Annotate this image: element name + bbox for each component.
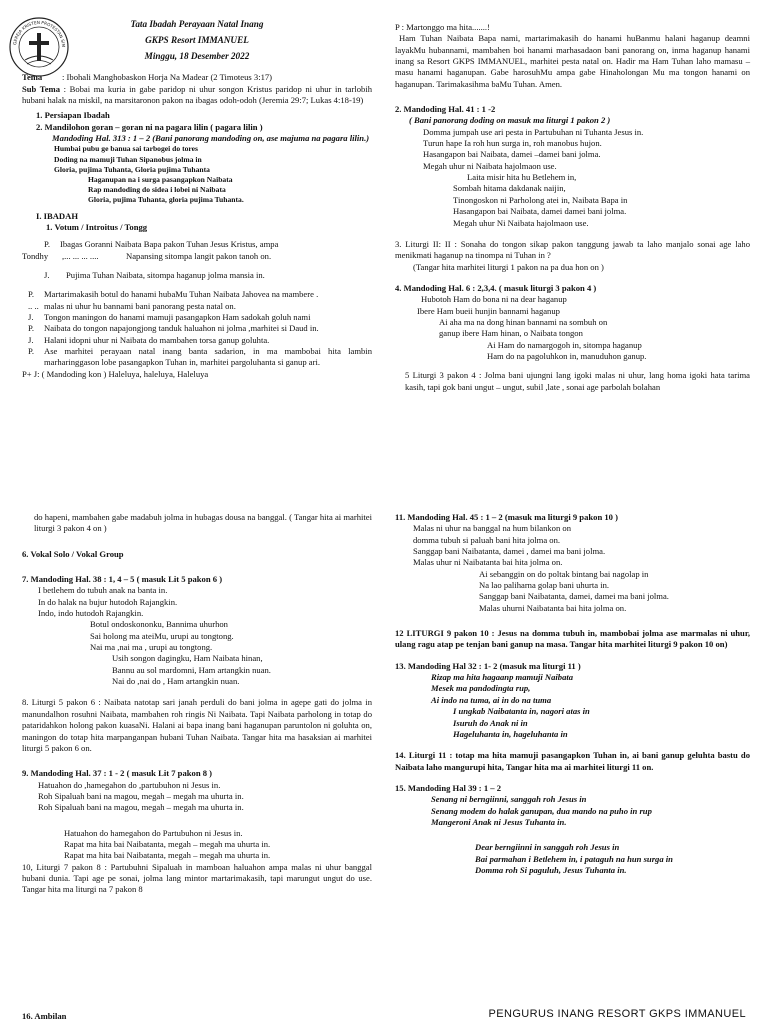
church-name: GKPS Resort IMMANUEL bbox=[145, 35, 249, 46]
liturgi-3: 5 Liturgi 3 pakon 4 : Jolma bani ujungni lang igoki malas ni uhur, lang homa igoki hata tarima kasih, tapi gok bani ungut – ungut, subil ,late , sonai age parbolah bolahan bbox=[405, 370, 750, 392]
lyric-line: I ungkab Naibatanta in, nagori atas in bbox=[453, 706, 590, 717]
prayer-call: P : Martonggo ma hita.......! bbox=[395, 22, 490, 32]
page-top-half bbox=[0, 0, 768, 490]
liturgy-text: Ibagas Goranni Naibata Bapa pakon Tuhan Jesus Kristus, ampa bbox=[60, 239, 279, 250]
speaker-label: Tondhy bbox=[22, 250, 49, 261]
page-bottom-half bbox=[0, 512, 768, 1024]
liturgi-11: 14. Liturgi 11 : totap ma hita mamuji pasangapkon Tuhan in, ai bani ganup geluhta bastu do Naibata laho mangurupi hita, Tangar hita ma ai marhitei liturgi 11 on. bbox=[395, 750, 750, 772]
lyric-line: Indo, indo hutodoh Rajangkin. bbox=[38, 608, 144, 619]
speaker-label: P. bbox=[44, 239, 50, 250]
liturgy-tondiy bbox=[22, 251, 372, 262]
lyrics-37b bbox=[22, 828, 372, 862]
subtema-label: Sub Tema bbox=[22, 83, 60, 94]
speaker-label: P. bbox=[28, 289, 34, 300]
lyric-line: Hatuahon do hamegahon do Partubuhon ni Jesus in. bbox=[64, 827, 243, 838]
ellipsis-text: ,... ... ... .... bbox=[62, 250, 99, 261]
lyrics-6 bbox=[395, 294, 750, 317]
top-right-column bbox=[395, 22, 750, 393]
lyric-line: Ai indo na tuma, ai in do na tuma bbox=[431, 694, 552, 705]
speaker-label: J. bbox=[28, 311, 34, 322]
lyrics-41b bbox=[395, 172, 750, 229]
lyric-line: Roh Sipaluah bani na magou, megah – megah ma uhurta in. bbox=[38, 802, 244, 813]
mandilohon-heading: 2. Mandilohon goran – goran ni na pagara lilin ( pagara lilin ) bbox=[36, 121, 263, 132]
lyric-line: Senang modem do halak ganupan, dua mando na puho in rup bbox=[431, 805, 652, 816]
lyric-line: Na lao paliharna golap bani uhurta in. bbox=[479, 580, 610, 591]
lyrics-6c bbox=[395, 340, 750, 363]
document-title: Tata Ibadah Perayaan Natal Inang bbox=[130, 19, 264, 29]
logo-text: GEREJA KRISTEN PROTESTAN SIM bbox=[12, 19, 67, 48]
lyrics-313 bbox=[22, 144, 372, 174]
lyrics-39b bbox=[395, 842, 750, 876]
lyric-line: Hubotoh Ham do bona ni na dear haganup bbox=[421, 294, 567, 305]
prayer-text: Ham Tuhan Naibata Bapa nami, martarimakasih do hanami huBanmu halani haganup deamni layakMu hubannami, mambahen boi hanami marhasadaon bani panorang on, inma haganup hanami inang sa Resort GKPS IMMANUEL, marhitei pesta natal on. Hadir ma Ham Tuhan laho mamasu – masu hanami haganupan. Gabe harosuhMu ampa gabe Hinaholongan Mu ma tongon hanami on haganupan. Tarimakasihma baMu Tuhan. Amen. bbox=[395, 33, 750, 89]
lyrics-45b bbox=[395, 569, 750, 614]
ibadah-heading: I. IBADAH bbox=[36, 210, 79, 221]
liturgy-text: malas ni uhur hu bannami bani panorang pesta natal on. bbox=[44, 300, 236, 311]
speaker-label: .. .. bbox=[28, 300, 39, 311]
lyric-line: Gloria, pujima Tuhanta, gloria pujima Tuhanta. bbox=[88, 194, 244, 204]
liturgy-text: Ase marhitei perayaan natal inang banta sadarion, in ma mambobai hita lambin marharinggason lobe pasangapkon Tuhan in, marhitei pargoluhanta si ganup ari. bbox=[44, 346, 372, 368]
subtema bbox=[22, 84, 372, 107]
lyric-line: Isuruh do Anak ni in bbox=[453, 717, 528, 728]
lyric-line: Sombah hitama dakdanak naijin, bbox=[453, 183, 566, 194]
lyrics-38c bbox=[22, 653, 372, 687]
bottom-right-column bbox=[395, 512, 750, 876]
lyric-line: Ham do na pagoluhkon in, manuduhon ganup. bbox=[487, 350, 647, 361]
lyric-line: Malas uhur ni Naibatanta bai hita jolma on. bbox=[413, 557, 563, 568]
liturgy-text: Martarimakasih botul do hanami hubaMu Tuhan Naibata Jahovea na mambere . bbox=[44, 289, 319, 300]
lyric-line: Sai holong ma ateiMu, urupi au tongtong. bbox=[90, 630, 234, 641]
liturgy-text: Halani idopni uhur ni Naibata do mambahen torsa ganup goluhta. bbox=[44, 334, 270, 345]
lyric-line: ganup ibere Ham hinan, o Naibata tongon bbox=[439, 328, 583, 339]
lyric-line: Nai do ,nai do , Ham artangkin nuan. bbox=[112, 676, 240, 687]
mandoding-39-heading: 15. Mandoding Hal 39 : 1 – 2 bbox=[395, 782, 502, 793]
mandoding-37-heading: 9. Mandoding Hal. 37 : 1 - 2 ( masuk Lit 7 pakon 8 ) bbox=[22, 768, 213, 779]
subtema-text: : Bobai ma kuria in gabe paridop ni uhur songon Kristus paridop ni uhur in tarlobih hubani halak na miskil, na marsitaronon pakon na ibagas odoh-odoh (Jeremia 29:7; Lukas 4:18-19) bbox=[22, 83, 373, 106]
lyric-line: Humbai pubu ge banua sai tarbogei do tores bbox=[54, 144, 198, 154]
lyrics-32 bbox=[395, 672, 750, 740]
lyric-line: Hasangapon bai Naibata, damei –damei bani jolma. bbox=[423, 149, 601, 160]
lyric-line: I betlehem do tubuh anak na banta in. bbox=[38, 585, 168, 596]
liturgy-p-votum bbox=[22, 239, 372, 250]
lyric-line: Sanggap bani Naibatanta, damei, damei ma bani jolma. bbox=[479, 591, 669, 602]
liturgi-9: 12 LITURGI 9 pakon 10 : Jesus na domma tubuh in, mambobai jolma ase marmalas ni uhur, ulang ragu atap pe tenjan bani ganup na masa. Tangar hita marhitei liturgi 9 pakon 10 on) bbox=[395, 628, 750, 650]
lyrics-37 bbox=[22, 780, 372, 814]
tema-label: Tema bbox=[22, 72, 43, 83]
speaker-label: J. bbox=[44, 269, 50, 280]
lyric-line: Rap mandoding do sidea i lobei ni Naibata bbox=[88, 184, 226, 194]
lyric-line: Megah uhur Ni Naibata hajolmaon use. bbox=[453, 217, 589, 228]
lyrics-313b bbox=[22, 175, 372, 205]
lyric-line: Rizap ma hita hagaanp mamuji Naibata bbox=[431, 672, 574, 683]
lyric-line: Doding na mamuji Tuhan Sipanobus jolma in bbox=[54, 154, 202, 164]
lyric-line: Senang ni berngiinni, sanggah roh Jesus in bbox=[431, 794, 587, 805]
lyrics-38b bbox=[22, 619, 372, 653]
liturgy-haleluya: P+ J: ( Mandoding kon ) Haleluya, haleluya, Haleluya bbox=[22, 368, 209, 379]
tema-row bbox=[22, 72, 372, 83]
lyric-line: Hatuahon do ,hamegahon do ,partubuhon ni Jesus in. bbox=[38, 779, 221, 790]
top-left-column bbox=[22, 18, 372, 380]
bottom-left-column bbox=[22, 512, 372, 896]
lyrics-41 bbox=[395, 127, 750, 172]
lyrics-39 bbox=[395, 794, 750, 828]
lyric-line: Malas ni uhur na banggal na hum bilankon on bbox=[413, 523, 571, 534]
lyric-line: Gloria, pujima Tuhanta, Gloria pujima Tuhanta bbox=[54, 164, 210, 174]
lyric-line: Hasangapon bai Naibata, damei damei bani jolma. bbox=[453, 206, 627, 217]
lyric-line: In do halak na bujur hutodoh Rajangkin. bbox=[38, 596, 178, 607]
lyric-line: Nai ma ,nai ma , urupi au tongtong. bbox=[90, 642, 213, 653]
liturgy-j-tongon bbox=[22, 312, 372, 323]
liturgy-p-ase bbox=[22, 346, 372, 369]
speaker-label: J. bbox=[28, 334, 34, 345]
lyrics-38 bbox=[22, 585, 372, 619]
liturgy-j-halani bbox=[22, 335, 372, 346]
liturgi-5: 8. Liturgi 5 pakon 6 : Naibata natotap sari janah perduli do bani jolma in agepe gati do jolma in manundalhon rosuhni Naibata, mambahen roh ringis Ni Naibata. Tapi Naibata parholong in totap do pataridahkon holong pakon kuasaNi. Halani ai bapa inang bani haganupan paruntolon ni goluhta on, maningon do totap hita marpanganpan hubani Tuhan Naibata. Tangar hita ma hasaksian ai marhitei liturgi 5 pakon 6 on. bbox=[22, 697, 372, 753]
lyrics-6b bbox=[395, 317, 750, 340]
lyric-line: Rapat ma hita bai Naibatanta, megah – megah ma uhurta in. bbox=[64, 850, 271, 861]
lyric-line: Bai parmahan i Betlehem in, i pataguh na hun surga in bbox=[475, 853, 673, 864]
lyric-line: Roh Sipaluah bani na magou, megah – megah ma uhurta in. bbox=[38, 790, 244, 801]
lyric-line: Domma jumpah use ari pesta in Partubuhan ni Tuhanta Jesus in. bbox=[423, 126, 644, 137]
lyric-line: Ibere Ham bueii hunjin bannami haganup bbox=[417, 305, 560, 316]
liturgy-p-martarimakasih bbox=[22, 289, 372, 300]
lyric-line: Haganupan na i surga pasangapkon Naibata bbox=[88, 174, 233, 184]
lyric-line: Mesek ma pandodingta rup, bbox=[431, 683, 531, 694]
lyric-line: Rapat ma hita bai Naibatanta, megah – megah ma uhurta in. bbox=[64, 838, 271, 849]
liturgy-text: Tongon maningon do hanami mamuji pasangapkon Ham sadokah goluh nami bbox=[44, 311, 311, 322]
footer-organizer: PENGURUS INANG RESORT GKPS IMMANUEL bbox=[488, 1008, 746, 1021]
liturgi-7: 10, Liturgi 7 pakon 8 : Partubuhni Sipaluah in mamboan haluahon ampa malas ni uhur banggal hubani dunia. Tapi age pe sonai, jolma lang mintor martarimakasih, tapi marungut ungut do use. Tangar hita ma liturgi na 7 pakon 8 bbox=[22, 861, 372, 895]
mandoding-6-heading: 4. Mandoding Hal. 6 : 2,3,4. ( masuk liturgi 3 pakon 4 ) bbox=[395, 282, 597, 293]
mandoding-45-heading: 11. Mandoding Hal. 45 : 1 – 2 (masuk ma liturgi 9 pakon 10 ) bbox=[395, 512, 618, 522]
lyric-line: Usih songon dagingku, Ham Naibata hinan, bbox=[112, 653, 263, 664]
lyric-line: Tinongoskon ni Parholong atei in, Naibata Bapa in bbox=[453, 194, 628, 205]
lyric-line: Turun hape Ia roh hun surga in, roh manobus hujon. bbox=[423, 138, 602, 149]
lyric-line: Botul ondoskononku, Bannima uhurhon bbox=[90, 619, 228, 630]
lyric-line: domma tubuh si paluah bani hita jolma on. bbox=[413, 534, 561, 545]
mandoding-41-note: ( Bani panorang doding on masuk ma liturgi 1 pakon 2 ) bbox=[409, 115, 611, 126]
liturgy-text: Napansing sitompa langit pakon tanoh on. bbox=[126, 250, 272, 261]
lyric-line: Bannu au sol mardomni, Ham artangkin nuan. bbox=[112, 664, 271, 675]
tema-text: : Ibohali Manghobaskon Horja Na Madear (2 Timoteus 3:17) bbox=[62, 72, 273, 83]
liturgi-3-continued: do hapeni, mambahen gabe madabuh jolma in hubagas dousa na banggal. ( Tangar hita ai marhitei liturgi 3 pakon 4 on ) bbox=[34, 512, 372, 534]
votum-heading: 1. Votum / Introitus / Tongg bbox=[46, 221, 148, 232]
liturgy-text: Naibata do tongon napajongjong tanduk haluahon ni jolma ,marhitei si Daud in. bbox=[44, 323, 319, 334]
vokal-heading: 6. Vokal Solo / Vokal Group bbox=[22, 548, 124, 559]
lyrics-45 bbox=[395, 523, 750, 568]
speaker-label: P. bbox=[28, 346, 34, 357]
mandoding-38-heading: 7. Mandoding Hal. 38 : 1, 4 – 5 ( masuk Lit 5 pakon 6 ) bbox=[22, 574, 223, 585]
lyric-line: Domma roh Si paguluh, Jesus Tuhanta in. bbox=[475, 864, 627, 875]
mandoding-313-heading: Mandoding Hal. 313 : 1 – 2 (Bani panorang mandoding on, ase majuma na pagara lilin.) bbox=[52, 133, 370, 144]
liturgy-text: Pujima Tuhan Naibata, sitompa haganup jolma mansia in. bbox=[66, 269, 265, 280]
lyric-line: Ai aha ma na dong hinan bannami na sombuh on bbox=[439, 316, 608, 327]
persiapan-heading: 1. Persiapan Ibadah bbox=[36, 110, 110, 121]
ambilan-heading: 16. Ambilan bbox=[22, 1010, 67, 1021]
lyric-line: Sanggap bani Naibatanta, damei , damei ma bani jolma. bbox=[413, 546, 606, 557]
liturgy-j-pujima bbox=[22, 270, 372, 281]
lyric-line: Megah uhur ni Naibata hajolmaon use. bbox=[423, 160, 557, 171]
lyric-line: Laita misir hita hu Betlehem in, bbox=[467, 172, 577, 183]
speaker-label: P. bbox=[28, 323, 34, 334]
lyric-line: Dear berngiinni in sanggah roh Jesus in bbox=[475, 842, 620, 853]
lyric-line: Ai Ham do namargogoh in, sitompa haganup bbox=[487, 339, 642, 350]
liturgy-malas bbox=[22, 301, 372, 312]
liturgi-2-note: (Tangar hita marhitei liturgi 1 pakon na pa dua hon on ) bbox=[413, 261, 604, 272]
liturgi-2: 3. Liturgi II: II : Sonaha do tongon sikap pakon tanggung jawab ta laho manjalo sonai age laho menikmati haganup na tinompa ni Tuhan in ? bbox=[395, 238, 750, 261]
lyric-line: Malas uhurni Naibatanta bai hita jolma on. bbox=[479, 602, 627, 613]
mandoding-32-heading: 13. Mandoding Hal 32 : 1- 2 (masuk ma liturgi 11 ) bbox=[395, 660, 581, 671]
service-date: Minggu, 18 Desember 2022 bbox=[144, 51, 250, 62]
liturgy-p-naibata bbox=[22, 323, 372, 334]
mandoding-41-heading: 2. Mandoding Hal. 41 : 1 -2 bbox=[395, 104, 496, 115]
lyric-line: Mangeroni Anak ni Jesus Tuhanta in. bbox=[431, 816, 567, 827]
lyric-line: Hageluhanta in, hageluhanta in bbox=[453, 728, 568, 739]
lyric-line: Ai sebanggin on do poltak bintang bai nagolap in bbox=[479, 568, 649, 579]
